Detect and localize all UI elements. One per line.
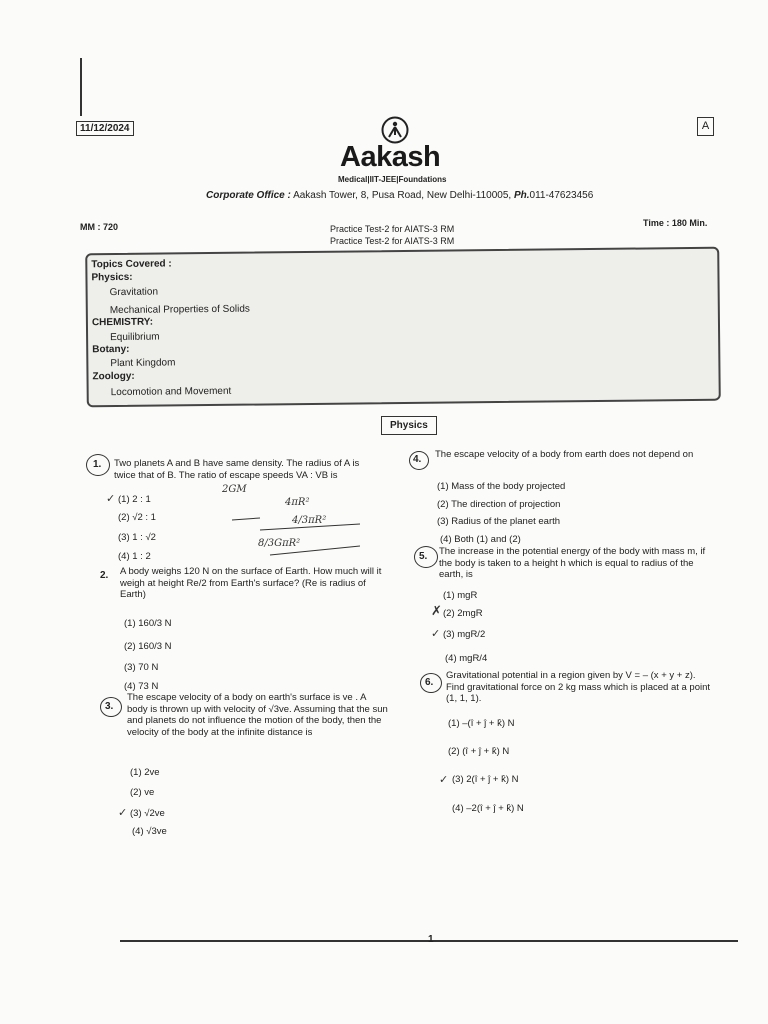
physics-topic-1: Gravitation [109,286,159,299]
max-marks: MM : 720 [80,222,119,232]
q1-option-3: (3) 1 : √2 [118,532,156,543]
physics-label: Physics: [91,271,133,284]
q2-option-4: (4) 73 N [124,681,159,692]
q6-tick-mark: ✓ [439,773,449,786]
office-address: Aakash Tower, 8, Pusa Road, New Delhi-110005, [293,190,512,201]
q1-number: 1. [93,459,102,470]
test-title-line2: Practice Test-2 for AIATS-3 RM [330,236,455,246]
handwriting-4: 8/3GπR² [258,538,301,549]
q5-option-1: (1) mgR [443,590,478,601]
handwriting-2: 4πR² [285,497,310,508]
q5-option-2: (2) 2mgR [443,608,483,619]
q4-option-3: (3) Radius of the planet earth [437,516,561,527]
q2-option-1: (1) 160/3 N [124,618,172,629]
handwriting-strokes [230,500,370,570]
q4-option-2: (2) The direction of projection [437,499,561,510]
zoology-topic-1: Locomotion and Movement [110,385,232,399]
office-ph-label: Ph. [513,190,530,201]
aakash-logo-icon [381,116,409,144]
q4-option-1: (1) Mass of the body projected [437,481,566,492]
botany-topic-1: Plant Kingdom [110,357,176,370]
q3-option-2: (2) ve [130,787,155,798]
q3-text: The escape velocity of a body on earth's surface is ve . A body is thrown up with velocity of √3ve. Assuming that the sun and planets do not influence the motion of the body, then the velocity of the body at the infinite distance is [127,692,388,738]
topics-heading: Topics Covered : [91,258,172,271]
scan-edge-mark [80,58,82,116]
page-number: 1 [428,934,434,945]
time-limit: Time : 180 Min. [643,218,708,228]
q5-option-4: (4) mgR/4 [445,653,488,664]
q4-number: 4. [413,454,422,465]
q3-number: 3. [105,701,114,712]
q1-text: Two planets A and B have same density. The radius of A is twice that of B. The ratio of escape speeds VA : VB is [114,458,360,481]
q3-option-1: (1) 2ve [130,767,160,778]
brand-subtitle: Medical|IIT-JEE|Foundations [338,175,447,184]
test-title [330,223,454,247]
q2-option-2: (2) 160/3 N [124,641,172,652]
q2-option-3: (3) 70 N [124,662,159,673]
q3-option-4: (4) √3ve [132,826,167,837]
q6-option-4: (4) –2(î + ĵ + k̂) N [452,803,524,814]
q1-option-4: (4) 1 : 2 [118,551,151,562]
q5-option-3: (3) mgR/2 [443,629,486,640]
date-box: 11/12/2024 [76,121,134,136]
q3-tick-mark: ✓ [118,806,128,819]
q6-option-3: (3) 2(î + ĵ + k̂) N [452,774,519,785]
q5-tick-mark: ✓ [431,627,441,640]
q5-text: The increase in the potential energy of the body with mass m, if the body is taken to a height h which is equal to radius of the earth, is [439,546,706,580]
q4-text: The escape velocity of a body from earth does not depend on [435,449,694,460]
chemistry-label: CHEMISTRY: [91,316,154,329]
q3-option-3: (3) √2ve [130,808,165,819]
physics-topic-2: Mechanical Properties of Solids [109,303,250,317]
q4-option-4: (4) Both (1) and (2) [440,534,521,545]
botany-label: Botany: [92,343,130,356]
handwriting-1: 2GM [222,484,247,495]
q1-option-1: (1) 2 : 1 [118,494,151,505]
chemistry-topic-1: Equilibrium [110,331,160,344]
corporate-office [206,190,593,201]
handwriting-3: 4/3πR² [292,515,327,526]
q5-cross-mark: ✗ [431,604,442,619]
q6-text: Gravitational potential in a region given by V = – (x + y + z). Find gravitational force on 2 kg mass which is placed at a point (1, 1, 1). [446,670,711,704]
q6-number: 6. [425,677,434,688]
q6-option-1: (1) –(î + ĵ + k̂) N [448,718,515,729]
zoology-label: Zoology: [92,370,135,383]
q5-number: 5. [419,551,428,562]
q2-text: A body weighs 120 N on the surface of Earth. How much will it weigh at height Re/2 from Earth's surface? (Re is radius of Earth) [120,566,382,600]
q2-number: 2. [100,570,109,581]
office-label: Corporate Office : [206,190,291,201]
office-phone: 011-47623456 [529,190,594,201]
topics-box [85,247,721,408]
q6-option-2: (2) (î + ĵ + k̂) N [448,746,510,757]
q1-tick-mark: ✓ [106,492,116,505]
test-title-line1: Practice Test-2 for AIATS-3 RM [330,224,455,234]
brand-name: Aakash [340,141,441,173]
section-title: Physics [381,416,437,435]
q1-option-2: (2) √2 : 1 [118,512,156,523]
set-box: A [697,117,714,136]
